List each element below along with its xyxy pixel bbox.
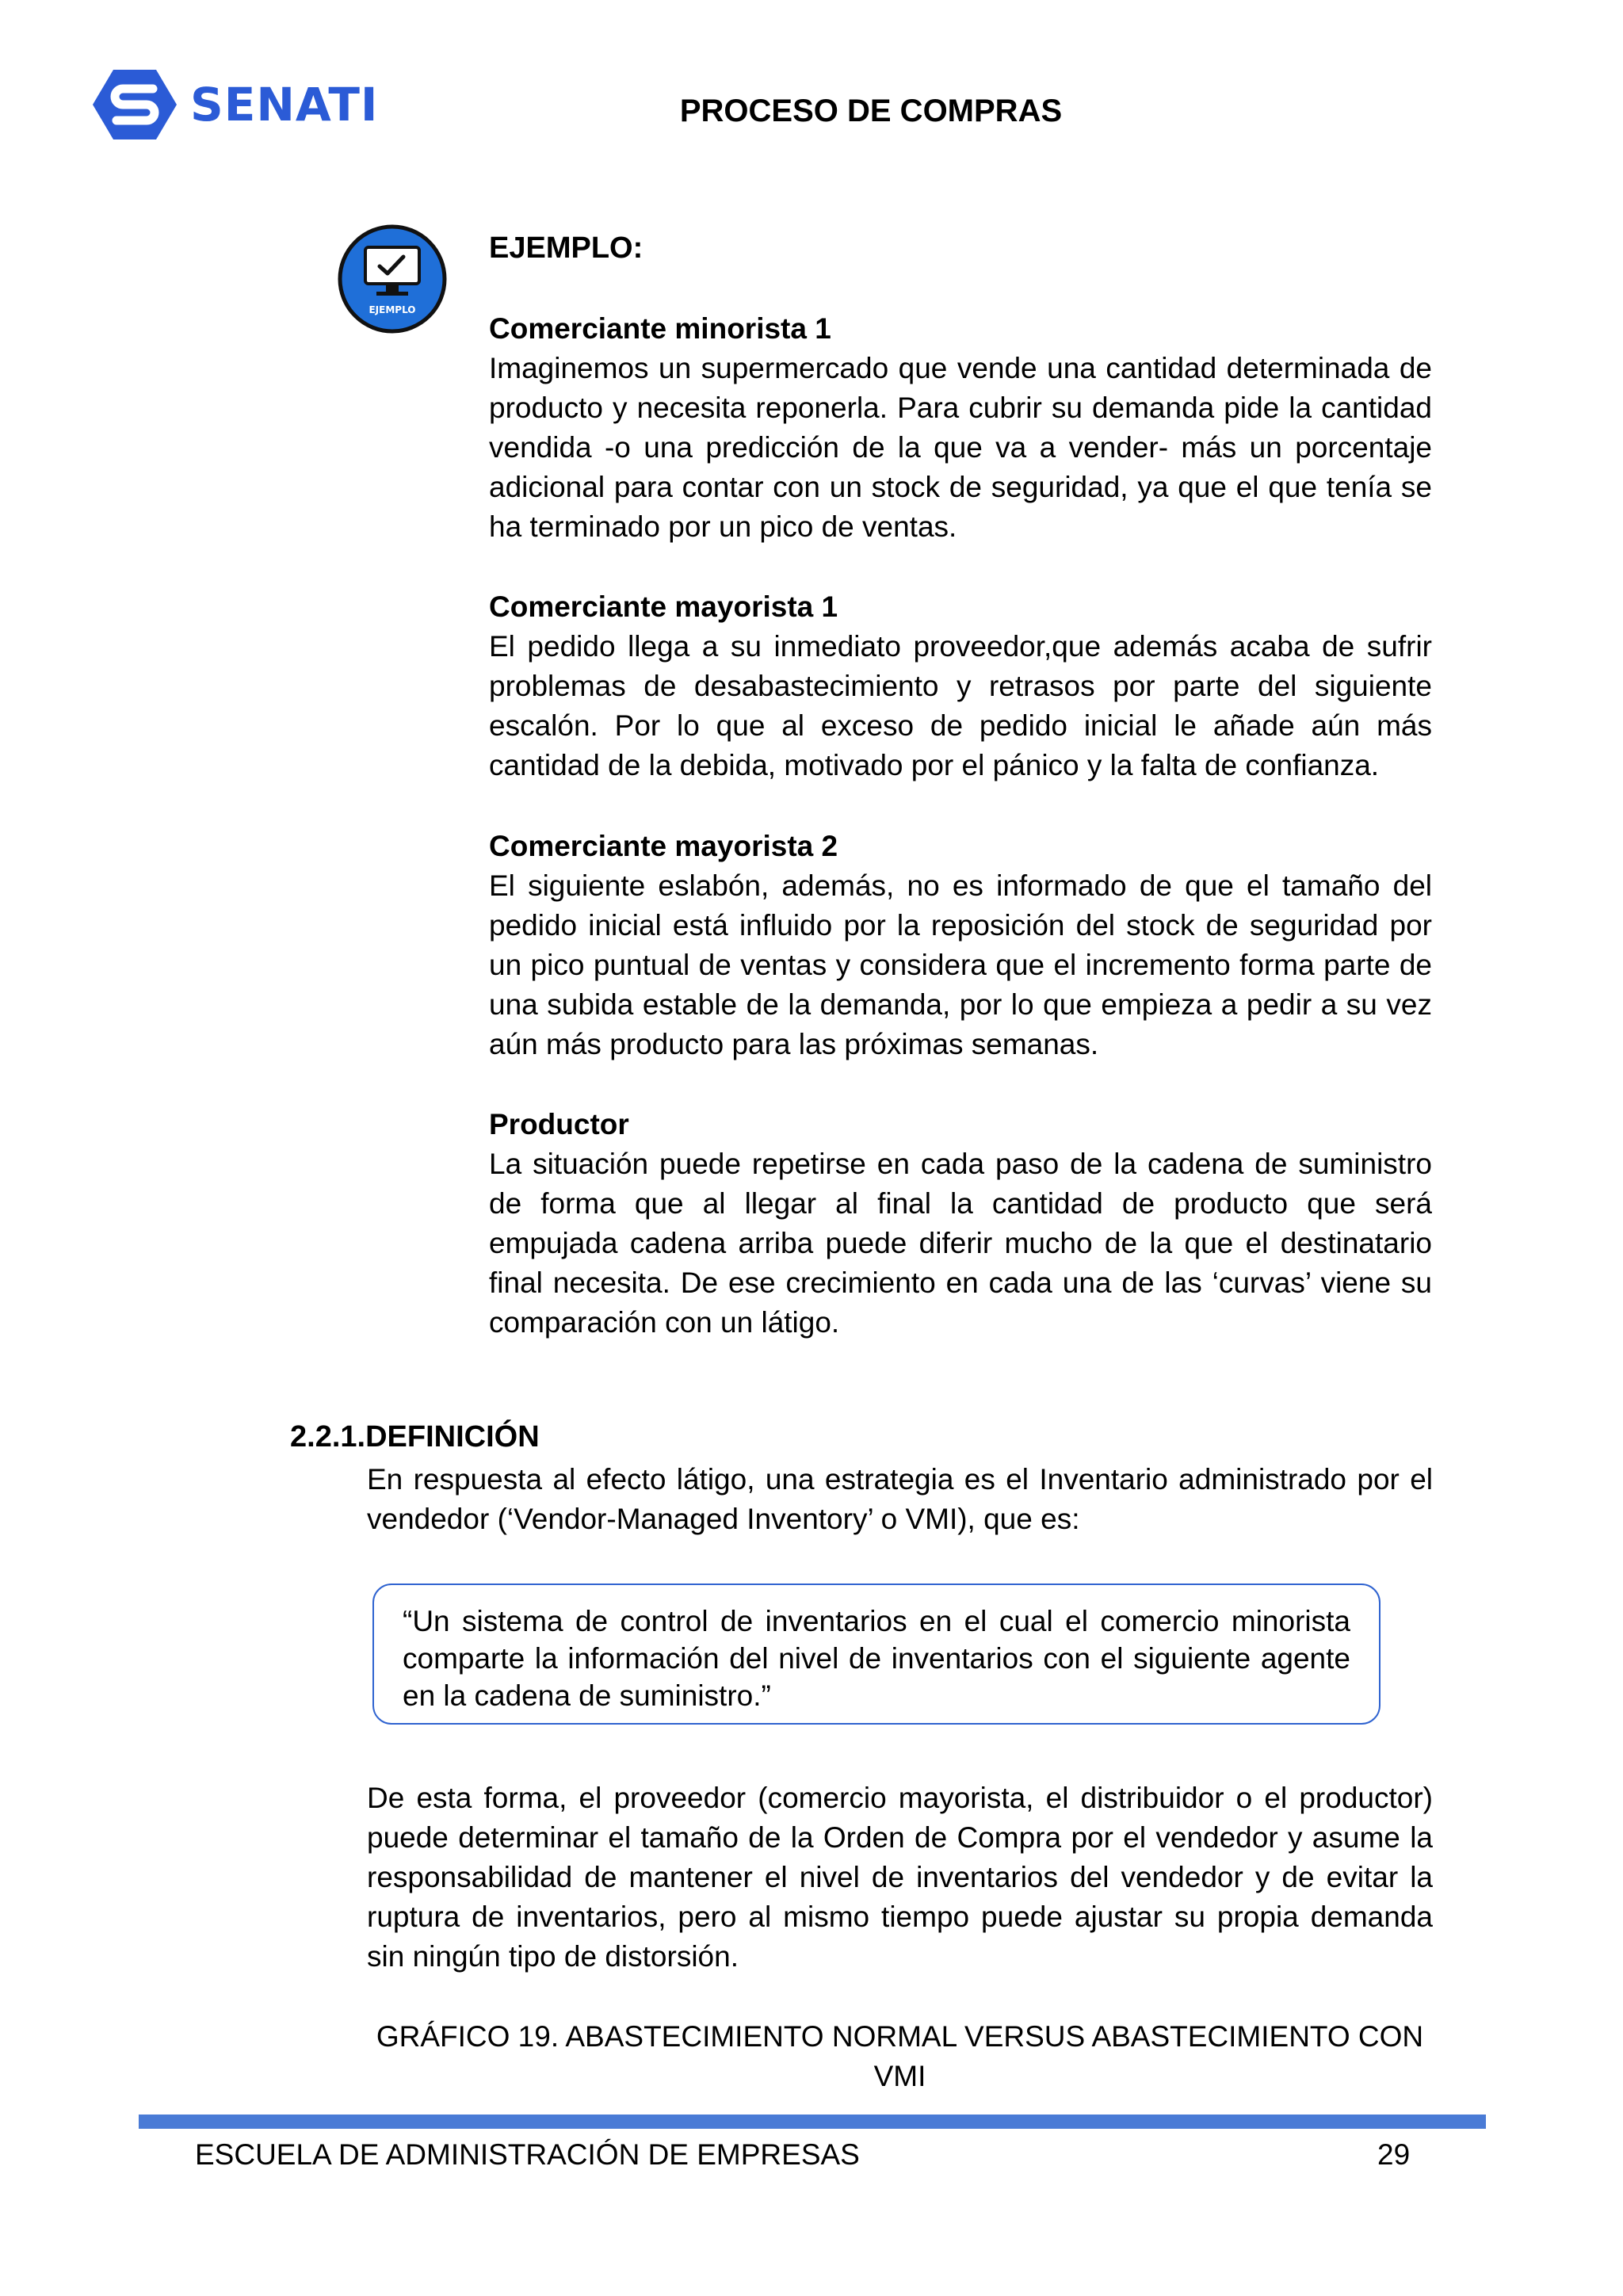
figure-caption: GRÁFICO 19. ABASTECIMIENTO NORMAL VERSUS ABASTECIMIENTO CON VMI: [376, 2020, 1424, 2092]
example-label: EJEMPLO:: [489, 231, 643, 265]
example-icon: [337, 223, 448, 334]
example-block-productor: [489, 1105, 1432, 1343]
definition-quote-text: “Un sistema de control de inventarios en el cual el comercio minorista comparte la información del nivel de inventarios con el siguiente agente en la cadena de suministro.”: [403, 1605, 1350, 1712]
section-heading: 2.2.1.DEFINICIÓN: [290, 1420, 540, 1454]
block-heading: Comerciante mayorista 2: [489, 830, 838, 862]
block-text: El pedido llega a su inmediato proveedor,que además acaba de sufrir problemas de desabastecimiento y retrasos por parte del siguiente escalón. Por lo que al exceso de pedido inicial le añade aún más cantidad de la debida, motivado por el pánico y la falta de confianza.: [489, 630, 1432, 781]
section-body: De esta forma, el proveedor (comercio mayorista, el distribuidor o el productor) puede determinar el tamaño de la Orden de Compra por el vendedor y asume la responsabilidad de mantener el nivel de inventarios del vendedor y de evitar la ruptura de inventarios, pero al mismo tiempo puede ajustar su propia demanda sin ningún tipo de distorsión.: [367, 1782, 1433, 1973]
block-heading: Comerciante mayorista 1: [489, 590, 838, 623]
block-text: La situación puede repetirse en cada paso de la cadena de suministro de forma que al llegar al final la cantidad de producto que será empujada cadena arriba puede diferir mucho de la que el destinatario final necesita. De ese crecimiento en cada una de las ‘curvas’ viene su comparación con un látigo.: [489, 1148, 1432, 1339]
page-header-title: PROCESO DE COMPRAS: [679, 94, 1063, 128]
block-text: El siguiente eslabón, además, no es informado de que el tamaño del pedido inicial está influido por la reposición del stock de seguridad por un pico puntual de ventas y considera que el incremento forma parte de una subida estable de la demanda, por lo que empieza a pedir a su vez aún más producto para las próximas semanas.: [489, 869, 1432, 1060]
example-block-mayorista-1: [489, 587, 1432, 785]
svg-text:EJEMPLO: EJEMPLO: [369, 304, 416, 315]
example-block-mayorista-2: [489, 827, 1432, 1064]
logo-text: SENATI: [190, 78, 379, 132]
example-block-minorista-1: [489, 309, 1432, 547]
footer-school: ESCUELA DE ADMINISTRACIÓN DE EMPRESAS: [195, 2138, 860, 2171]
block-heading: Comerciante minorista 1: [489, 312, 831, 345]
block-text: Imaginemos un supermercado que vende una cantidad determinada de producto y necesita reponerla. Para cubrir su demanda pide la cantidad vendida -o una predicción de la que va a vender- más un porcentaje adicional para contar con un stock de seguridad, ya que el que tenía se ha terminado por un pico de ventas.: [489, 352, 1432, 543]
block-heading: Productor: [489, 1108, 629, 1140]
footer-divider: [139, 2115, 1486, 2129]
section-intro: En respuesta al efecto látigo, una estrategia es el Inventario administrado por el vendedor (‘Vendor-Managed Inventory’ o VMI), que es:: [367, 1463, 1433, 1535]
definition-quote-box: [372, 1584, 1381, 1725]
page-number: 29: [1377, 2138, 1411, 2171]
